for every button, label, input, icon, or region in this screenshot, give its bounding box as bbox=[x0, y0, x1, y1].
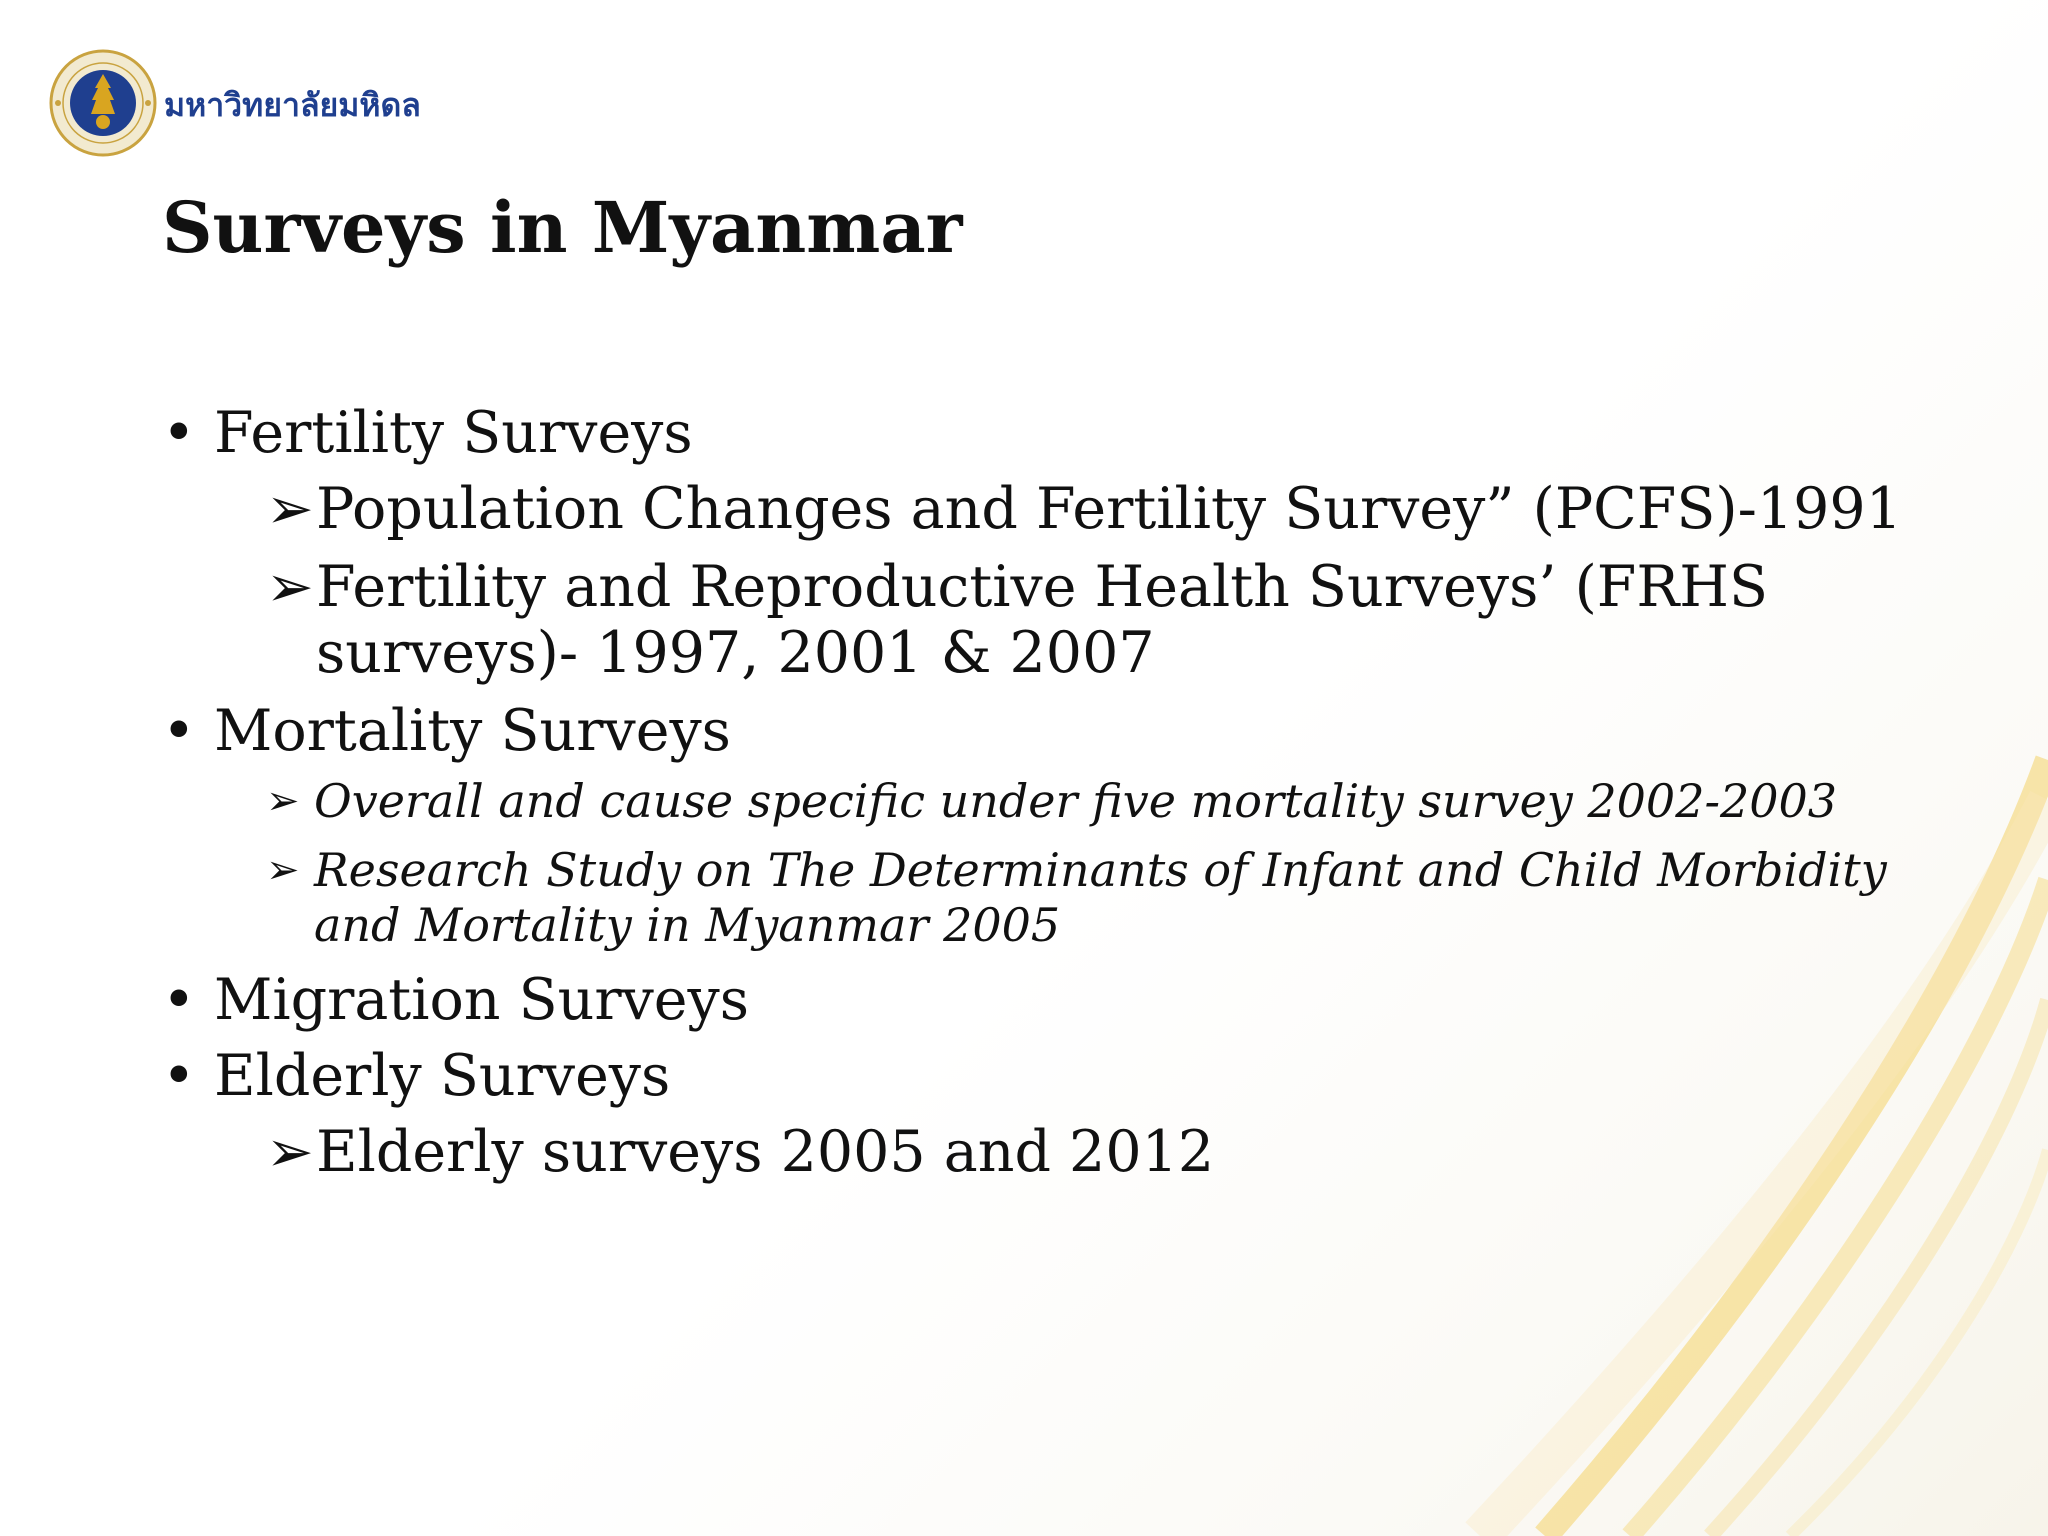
sub-item-text: Population Changes and Fertility Survey” (PCFS)-1991 bbox=[316, 476, 1902, 542]
sub-item-pcfs bbox=[266, 476, 1922, 542]
slide-title: Surveys in Myanmar bbox=[162, 186, 963, 269]
arrow-bullet-icon: ➢ bbox=[266, 476, 314, 542]
bullet-icon: • bbox=[162, 1043, 196, 1109]
arrow-bullet-icon: ➢ bbox=[266, 847, 300, 893]
bullet-label: Fertility Surveys bbox=[214, 400, 693, 466]
bullet-icon: • bbox=[162, 698, 196, 764]
bullet-list bbox=[162, 400, 1922, 1197]
bullet-label: Elderly Surveys bbox=[214, 1043, 671, 1109]
bullet-item-mortality bbox=[162, 698, 1922, 764]
sub-item-research-study bbox=[266, 843, 1922, 953]
bullet-icon: • bbox=[162, 400, 196, 466]
arrow-bullet-icon: ➢ bbox=[266, 554, 314, 620]
sub-item-text: Elderly surveys 2005 and 2012 bbox=[316, 1119, 1215, 1185]
bullet-item-migration bbox=[162, 967, 1922, 1033]
bullet-label: Mortality Surveys bbox=[214, 698, 731, 764]
sub-item-text: Fertility and Reproductive Health Surveys’ (FRHS surveys)- 1997, 2001 & 2007 bbox=[316, 554, 1769, 686]
bullet-item-elderly bbox=[162, 1043, 1922, 1109]
bullet-label: Migration Surveys bbox=[214, 967, 749, 1033]
arrow-bullet-icon: ➢ bbox=[266, 1119, 314, 1185]
mahidol-university-seal-icon bbox=[48, 48, 158, 158]
bullet-icon: • bbox=[162, 967, 196, 1033]
arrow-bullet-icon: ➢ bbox=[266, 778, 300, 824]
sub-item-elderly-surveys bbox=[266, 1119, 1922, 1185]
sub-item-frhs bbox=[266, 554, 1922, 686]
bullet-item-fertility bbox=[162, 400, 1922, 466]
university-name: มหาวิทยาลัยมหิดล bbox=[164, 86, 421, 124]
sub-item-under-five-mortality bbox=[266, 774, 1922, 829]
sub-item-text: Research Study on The Determinants of Infant and Child Morbidity and Mortality in Myanmar 2005 bbox=[314, 843, 1887, 952]
sub-item-text: Overall and cause specific under five mortality survey 2002-2003 bbox=[314, 774, 1838, 828]
